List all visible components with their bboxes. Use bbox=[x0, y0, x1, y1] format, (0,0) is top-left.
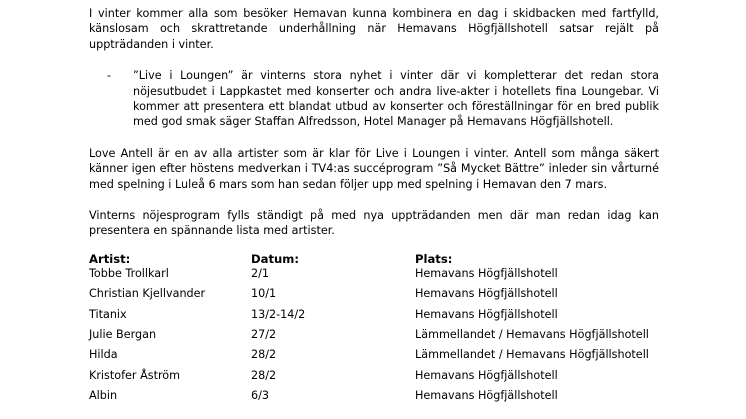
cell-place: Hemavans Högfjällshotell bbox=[415, 368, 558, 382]
header-place: Plats: bbox=[415, 251, 453, 266]
intro-paragraph: I vinter kommer alla som besöker Hemavan kunna kombinera en dag i skidbacken med fartfylld, känslosam och skrattretande underhållning när Hemavans Högfjällshotell satsar rejält på uppträdanden i vinter. bbox=[89, 7, 659, 51]
cell-place: Hemavans Högfjällshotell bbox=[415, 287, 558, 301]
bullet-dash: - bbox=[107, 69, 112, 83]
cell-artist: Titanix bbox=[89, 307, 127, 321]
table-row bbox=[89, 307, 659, 327]
cell-date: 6/3 bbox=[251, 389, 270, 403]
table-row bbox=[89, 286, 659, 306]
cell-date: 2/1 bbox=[251, 266, 270, 280]
cell-artist: Albin bbox=[89, 389, 118, 403]
cell-date: 13/2-14/2 bbox=[251, 307, 306, 321]
cell-place: Lämmellandet / Hemavans Högfjällshotell bbox=[415, 348, 649, 362]
table-row bbox=[89, 388, 659, 408]
header-artist: Artist: bbox=[89, 251, 131, 266]
cell-artist: Tobbe Trollkarl bbox=[89, 266, 169, 280]
document-page bbox=[89, 6, 659, 409]
artist-table bbox=[89, 253, 659, 409]
table-row bbox=[89, 368, 659, 388]
antell-paragraph: Love Antell är en av alla artister som är klar för Live i Loungen i vinter. Antell som många säkert känner igen efter höstens medverkan i TV4:as succéprogram ”Så Mycket Bättre” inleder sin vårturné med spelning i Luleå 6 mars som han sedan följer upp med spelning i Hemavan den 7 mars. bbox=[89, 146, 659, 191]
table-row bbox=[89, 327, 659, 347]
program-paragraph: Vinterns nöjesprogram fylls ständigt på med nya uppträdanden men där man redan idag kan presentera en spännande lista med artister. bbox=[89, 209, 659, 238]
cell-artist: Christian Kjellvander bbox=[89, 287, 206, 301]
table-row bbox=[89, 347, 659, 367]
header-date: Datum: bbox=[251, 251, 299, 266]
cell-place: Hemavans Högfjällshotell bbox=[415, 307, 558, 321]
cell-place: Hemavans Högfjällshotell bbox=[415, 389, 558, 403]
cell-place: Lämmellandet / Hemavans Högfjällshotell bbox=[415, 328, 649, 342]
cell-artist: Hilda bbox=[89, 348, 118, 362]
cell-date: 28/2 bbox=[251, 368, 277, 382]
cell-place: Hemavans Högfjällshotell bbox=[415, 266, 558, 280]
table-row bbox=[89, 266, 659, 286]
cell-artist: Kristofer Åström bbox=[89, 368, 181, 382]
cell-date: 28/2 bbox=[251, 348, 277, 362]
cell-date: 10/1 bbox=[251, 287, 277, 301]
bullet-paragraph: ”Live i Loungen” är vinterns stora nyhet i vinter där vi kompletterar det redan stora nöjesutbudet i Lappkastet med konserter och andra live-akter i hotellets fina Loungebar. Vi kommer att presentera ett blandat utbud av konserter och föreställningar för en bred publik med god smak säger Staffan Alfredsson, Hotel Manager på Hemavans Högfjällshotell. bbox=[133, 69, 659, 129]
bullet-item bbox=[89, 68, 659, 130]
cell-artist: Julie Bergan bbox=[89, 328, 157, 342]
cell-date: 27/2 bbox=[251, 328, 277, 342]
table-header-row bbox=[89, 253, 659, 266]
